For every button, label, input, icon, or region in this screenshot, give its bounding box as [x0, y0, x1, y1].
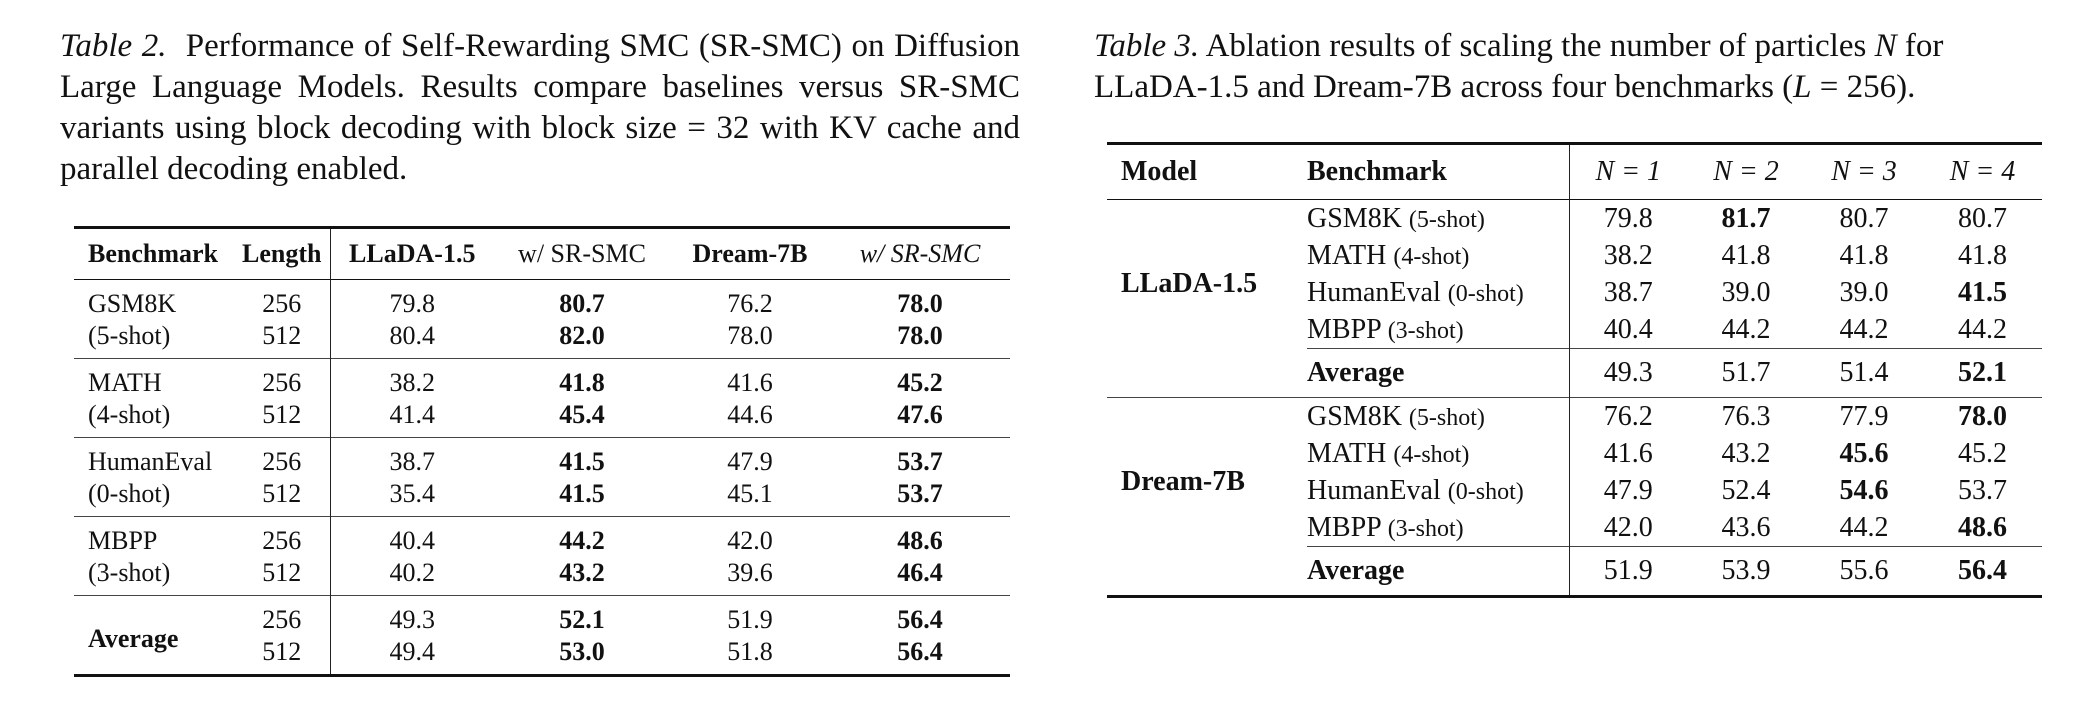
- table3-value: 41.8: [1839, 239, 1889, 271]
- table3-benchmark: [1307, 274, 1569, 311]
- table3-benchmark-shot: (0-shot): [1447, 478, 1524, 505]
- table3-benchmark-name: MBPP: [1307, 313, 1381, 345]
- table2-llada-value: 38.2: [330, 359, 494, 400]
- table3-body: [1107, 200, 2042, 597]
- table3-caption-var-n: N: [1874, 28, 1897, 64]
- table3-value: 39.0: [1839, 276, 1889, 308]
- table3-average-value: 49.3: [1569, 349, 1687, 398]
- table3-benchmark-name: MBPP: [1307, 511, 1381, 543]
- table3-benchmark-shot: (3-shot): [1387, 515, 1464, 542]
- table3-benchmark-shot: (0-shot): [1447, 280, 1524, 307]
- table2-dream-value: 41.6: [670, 359, 830, 400]
- table3-benchmark-name: HumanEval: [1307, 474, 1441, 506]
- table2-llada-srsmc-value: 41.5: [494, 438, 670, 479]
- table2-llada-srsmc-value: 41.5: [559, 479, 605, 508]
- table2-caption: [60, 26, 1020, 190]
- table3-value: 38.2: [1569, 237, 1687, 274]
- table2-length: 256: [234, 359, 330, 400]
- table2-caption-text: Performance of Self-Rewarding SMC (SR-SMC) on Diffusion Large Language Models. Results compare baselines versus SR-SMC variants using block decoding with block size = 32 with KV cache and parallel decoding enabled.: [60, 28, 1020, 187]
- table3-value: 38.7: [1569, 274, 1687, 311]
- table3-value: 40.4: [1569, 311, 1687, 349]
- table3-benchmark-name: GSM8K: [1307, 202, 1402, 234]
- table3-benchmark-name: HumanEval: [1307, 276, 1441, 308]
- table2-dream-srsmc-value: 56.4: [830, 596, 1010, 637]
- table2-dream-value: 78.0: [727, 321, 773, 350]
- table2-dream-value: 45.1: [727, 479, 773, 508]
- table3-benchmark-shot: (4-shot): [1393, 243, 1470, 270]
- table2-llada-value: 40.4: [330, 517, 494, 558]
- table3-value: 41.8: [1721, 239, 1771, 271]
- table3-header-n4: N = 4: [1949, 156, 2016, 187]
- table2-body: [74, 280, 1010, 676]
- table3-average-value: 53.9: [1687, 547, 1805, 597]
- table3-value: 45.6: [1839, 437, 1889, 469]
- table3-header-n3: N = 3: [1831, 156, 1897, 187]
- table3-value: 41.6: [1569, 435, 1687, 472]
- table2-benchmark-name: MATH: [74, 359, 234, 400]
- table2-dream-srsmc-value: 46.4: [897, 558, 943, 587]
- table3-value: 53.7: [1958, 474, 2007, 506]
- table2-llada-value: 35.4: [330, 478, 494, 517]
- table2-row: [74, 438, 1010, 479]
- table3-caption-var-l: L: [1793, 69, 1812, 105]
- table3-benchmark: [1307, 311, 1569, 349]
- table2-llada-value: 40.2: [330, 557, 494, 596]
- table3-value: 43.2: [1721, 437, 1771, 469]
- table2-row: [74, 517, 1010, 558]
- table3-value: 39.0: [1721, 276, 1771, 308]
- table2-length: 512: [262, 558, 302, 587]
- table2-dream-srsmc-value: 78.0: [897, 289, 943, 318]
- table2-row: [74, 320, 1010, 359]
- table2-length: 512: [262, 400, 302, 429]
- table2-benchmark-shot: (5-shot): [88, 321, 171, 350]
- table2-header-dream: Dream-7B: [692, 239, 808, 268]
- table3-benchmark-shot: (5-shot): [1408, 404, 1485, 431]
- table3-caption-text-3: = 256).: [1819, 69, 1916, 105]
- table3-benchmark-shot: (5-shot): [1408, 206, 1485, 233]
- table3-value: 76.2: [1569, 398, 1687, 436]
- table3-value: 78.0: [1923, 398, 2042, 436]
- table2-benchmark-shot: (3-shot): [88, 558, 171, 587]
- table3-average-value: 51.7: [1687, 349, 1805, 398]
- table2-header-llada-srsmc: w/ SR-SMC: [518, 239, 646, 268]
- table2-llada-srsmc-value: 80.7: [559, 289, 605, 318]
- table3-value: 47.9: [1569, 472, 1687, 509]
- table3-benchmark-name: MATH: [1307, 437, 1387, 469]
- table2-llada-value: 41.4: [330, 399, 494, 438]
- table3-header-model: Model: [1121, 156, 1198, 187]
- table2-llada-srsmc-value: 43.2: [559, 558, 605, 587]
- table2-llada-value: 80.4: [330, 320, 494, 359]
- table3-benchmark-name: MATH: [1307, 239, 1387, 271]
- table2-caption-label: Table 2.: [60, 28, 167, 64]
- table2-row: [74, 478, 1010, 517]
- table3-average-value: 55.6: [1805, 547, 1923, 597]
- table2-row: [74, 280, 1010, 321]
- table3-value: 80.7: [1958, 202, 2007, 234]
- table3-value: 44.2: [1839, 313, 1889, 345]
- table3-average-value: 51.4: [1805, 349, 1923, 398]
- table2-length: 256: [262, 289, 302, 318]
- table2-dream-srsmc-value: 53.7: [830, 438, 1010, 479]
- table2-llada-value: 49.3: [330, 596, 494, 637]
- table3-value: 43.6: [1721, 511, 1771, 543]
- table3-benchmark-shot: (3-shot): [1387, 317, 1464, 344]
- table3-value: 41.5: [1958, 276, 2007, 308]
- table2-dream-value: 39.6: [727, 558, 773, 587]
- table2-llada-srsmc-value: 53.0: [559, 637, 605, 666]
- table3-header-n1: N = 1: [1569, 144, 1687, 200]
- table2-header-row: [74, 228, 1010, 280]
- table2-length: 256: [234, 596, 330, 637]
- table3-average-value: 52.1: [1923, 349, 2042, 398]
- table3-value: 54.6: [1839, 474, 1889, 506]
- table3-benchmark: [1307, 398, 1569, 436]
- table2-row: [74, 596, 1010, 637]
- table3-benchmark: [1307, 435, 1569, 472]
- table2-dream-srsmc-value: 78.0: [897, 321, 943, 350]
- table2-length: 512: [262, 321, 302, 350]
- table3-value: 44.2: [1721, 313, 1771, 345]
- table2-dream-srsmc-value: 48.6: [830, 517, 1010, 558]
- table2-dream-value: 51.8: [727, 637, 773, 666]
- table2-benchmark-name: GSM8K: [88, 289, 177, 318]
- table3-header-row: [1107, 144, 2042, 200]
- table3-row: [1107, 200, 2042, 238]
- table2-llada-value: 38.7: [330, 438, 494, 479]
- table2-benchmark-shot: (0-shot): [88, 479, 171, 508]
- table3-model-name: Dream-7B: [1107, 398, 1307, 597]
- table3-value: 77.9: [1805, 398, 1923, 436]
- table2-row: [74, 557, 1010, 596]
- table2-benchmark-name: HumanEval: [74, 438, 234, 479]
- table2-dream-srsmc-value: 53.7: [897, 479, 943, 508]
- table3: [1107, 142, 2042, 598]
- table3-value: 48.6: [1958, 511, 2007, 543]
- table2-average-label: Average: [74, 596, 234, 676]
- table3-value: 44.2: [1958, 313, 2007, 345]
- table2-dream-value: 42.0: [670, 517, 830, 558]
- table3-benchmark: [1307, 472, 1569, 509]
- table3-value: 45.2: [1958, 437, 2007, 469]
- table2-dream-value: 51.9: [670, 596, 830, 637]
- table2-benchmark-name: MBPP: [74, 517, 234, 558]
- table2-length: 256: [234, 438, 330, 479]
- table2-length: 512: [262, 479, 302, 508]
- table3-header-benchmark: Benchmark: [1307, 156, 1447, 187]
- table3-model-name: LLaDA-1.5: [1121, 267, 1258, 299]
- table3-caption-label: Table 3.: [1094, 28, 1200, 64]
- table3-benchmark: [1307, 200, 1569, 238]
- table3-benchmark: [1307, 509, 1569, 547]
- table3-header-n2: N = 2: [1713, 156, 1779, 187]
- table3-value: 76.3: [1687, 398, 1805, 436]
- table2-dream-srsmc-value: 47.6: [897, 400, 943, 429]
- table2-llada-value: 79.8: [330, 280, 494, 321]
- table3-value: 80.7: [1839, 202, 1889, 234]
- table3-average-value: 56.4: [1923, 547, 2042, 597]
- table2-row: [74, 359, 1010, 400]
- table2-dream-srsmc-value: 56.4: [897, 637, 943, 666]
- table3-row: [1107, 398, 2042, 436]
- table2-llada-srsmc-value: 82.0: [559, 321, 605, 350]
- table3-benchmark: [1307, 237, 1569, 274]
- table3-caption-text-2: for LLaDA-1.5 and Dream-7B across four benchmarks (: [1094, 28, 1944, 105]
- table2-llada-srsmc-value: 52.1: [494, 596, 670, 637]
- table2-llada-value: 49.4: [330, 636, 494, 676]
- table2-llada-srsmc-value: 41.8: [494, 359, 670, 400]
- table3-value: 81.7: [1721, 202, 1771, 234]
- table3-caption: [1094, 26, 2054, 108]
- table3-value: 42.0: [1569, 509, 1687, 547]
- table2-header-benchmark: Benchmark: [88, 239, 218, 268]
- table3-benchmark-name: GSM8K: [1307, 400, 1402, 432]
- table2-header-llada: LLaDA-1.5: [330, 228, 494, 280]
- table2-dream-value: 44.6: [727, 400, 773, 429]
- table3-average-label: Average: [1307, 547, 1569, 597]
- table3-benchmark-shot: (4-shot): [1393, 441, 1470, 468]
- table3-average-value: 51.9: [1569, 547, 1687, 597]
- table2-dream-srsmc-value: 45.2: [830, 359, 1010, 400]
- table2-llada-srsmc-value: 44.2: [494, 517, 670, 558]
- table2-llada-srsmc-value: 45.4: [559, 400, 605, 429]
- table3-value: 52.4: [1721, 474, 1771, 506]
- table2: [74, 226, 1010, 677]
- table2-benchmark-shot: (4-shot): [88, 400, 171, 429]
- table2-dream-value: 76.2: [727, 289, 773, 318]
- table3-value: 41.8: [1958, 239, 2007, 271]
- table3-value: 79.8: [1569, 200, 1687, 238]
- table2-header-length: Length: [242, 239, 322, 268]
- table2-row: [74, 399, 1010, 438]
- table2-length: 256: [234, 517, 330, 558]
- table2-dream-value: 47.9: [670, 438, 830, 479]
- table2-header-dream-srsmc: w/ SR-SMC: [859, 239, 981, 268]
- table3-value: 44.2: [1839, 511, 1889, 543]
- table2-length: 512: [262, 637, 302, 666]
- table3-average-label: Average: [1307, 349, 1569, 398]
- table3-caption-text-1: Ablation results of scaling the number of particles: [1205, 28, 1867, 64]
